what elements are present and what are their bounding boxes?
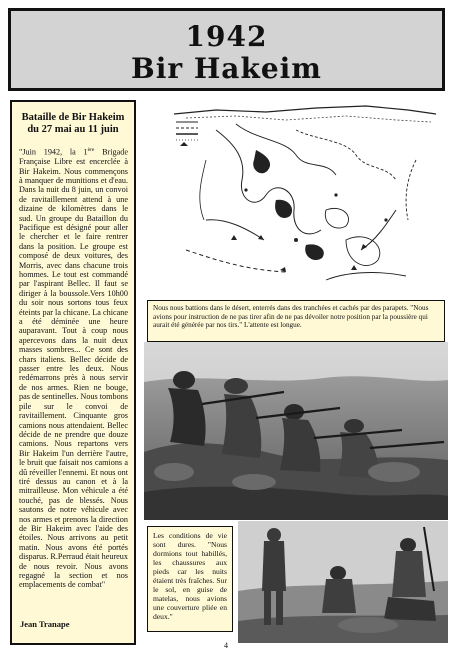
article-body-text: Brigade Française Libre est encerclée à Bir Hakeim. Nous commençons à manquer de munitions et d'eau. Dans la nuit du 8 juin, un convoi de ravitaillement attend à une dizaine de kilomètres dans le sud. Un groupe du Bataillon du Pacifique est désigné pour aller le chercher et le faire rentrer dans la position. Le groupe est composé de deux voitures, des Morris, avec dans chacune trois hommes. Le tout est commandé par l'aspirant Bellec. Il faut se diriger à la boussole.Vers 10h00 du soir nous sortons tous feux éteints par la chicane. La chicane a été déminée une heure auparavant. Tout à coup nous apercevons dans la nuit deux masses sombres... Ce sont des chars italiens. Bellec décide de passer entre les deux. Nous redémarrons près à nous servir de nos armes. Rien ne bouge, pas de sentinelles. Nous tombons pile sur le convoi de ravitaillement. Cinquante gros camions nous attendaient. Bellec décide de ne prendre que douze camions. Nous repartons vers Bir Hakeim l'un derrière l'autre, le bruit que faisait nos camions a dû réveiller l'ennemi. Et nous ont tiré dessus au canon et à la mitrailleuse. Mon véhicule a été touché, pas de blessés. Nous sautons de notre véhicule avec nos armes et prenons la direction de Bir Hakeim avec l'aide des étoiles. Nous arrivons au petit matin. Nous avons été portés disparus. R.Perraud était heureux de nous revoir. Nous avons regagné la section et nos emplacements de combat" bbox=[19, 147, 128, 590]
article-title-line2: du 27 mai au 11 juin bbox=[27, 124, 119, 135]
soldiers-resting-image bbox=[238, 521, 448, 643]
page-number: 4 bbox=[224, 641, 228, 650]
article-title bbox=[12, 102, 134, 140]
battle-map bbox=[146, 100, 448, 296]
article-author: Jean Tranape bbox=[20, 619, 70, 629]
battle-map-drawing bbox=[146, 100, 448, 296]
article-column bbox=[10, 100, 136, 645]
caption-trenches: Nous nous battions dans le désert, enterrés dans des tranchées et cachés par des parapets. "Nous avions pour instruction de ne pas tirer afin de ne pas dévoiler notre position par la poussière qui aurait été générée par nos tirs." L'attente est longue. bbox=[147, 300, 445, 342]
caption-living-conditions: Les conditions de vie sont dures. "Nous dormions tout habillés, les chaussures aux pieds car les nuits étaient très fraîches. Sur le sol, en guise de matelas, nous avions une couverture pliée en deux." bbox=[147, 526, 233, 632]
soldiers-trench-photo bbox=[144, 342, 448, 520]
soldiers-resting-photo bbox=[238, 521, 448, 643]
article-body-lead: "Juin 1942, la 1 bbox=[19, 147, 88, 157]
header-place: Bir Hakeim bbox=[131, 52, 322, 85]
article-title-line1: Bataille de Bir Hakeim bbox=[21, 112, 125, 123]
article-body bbox=[12, 140, 134, 590]
map-legend bbox=[176, 122, 198, 146]
header-year: 1942 bbox=[185, 20, 268, 53]
article-body-sup: ère bbox=[87, 147, 95, 153]
soldiers-trench-image bbox=[144, 342, 448, 520]
page-header bbox=[8, 8, 445, 91]
